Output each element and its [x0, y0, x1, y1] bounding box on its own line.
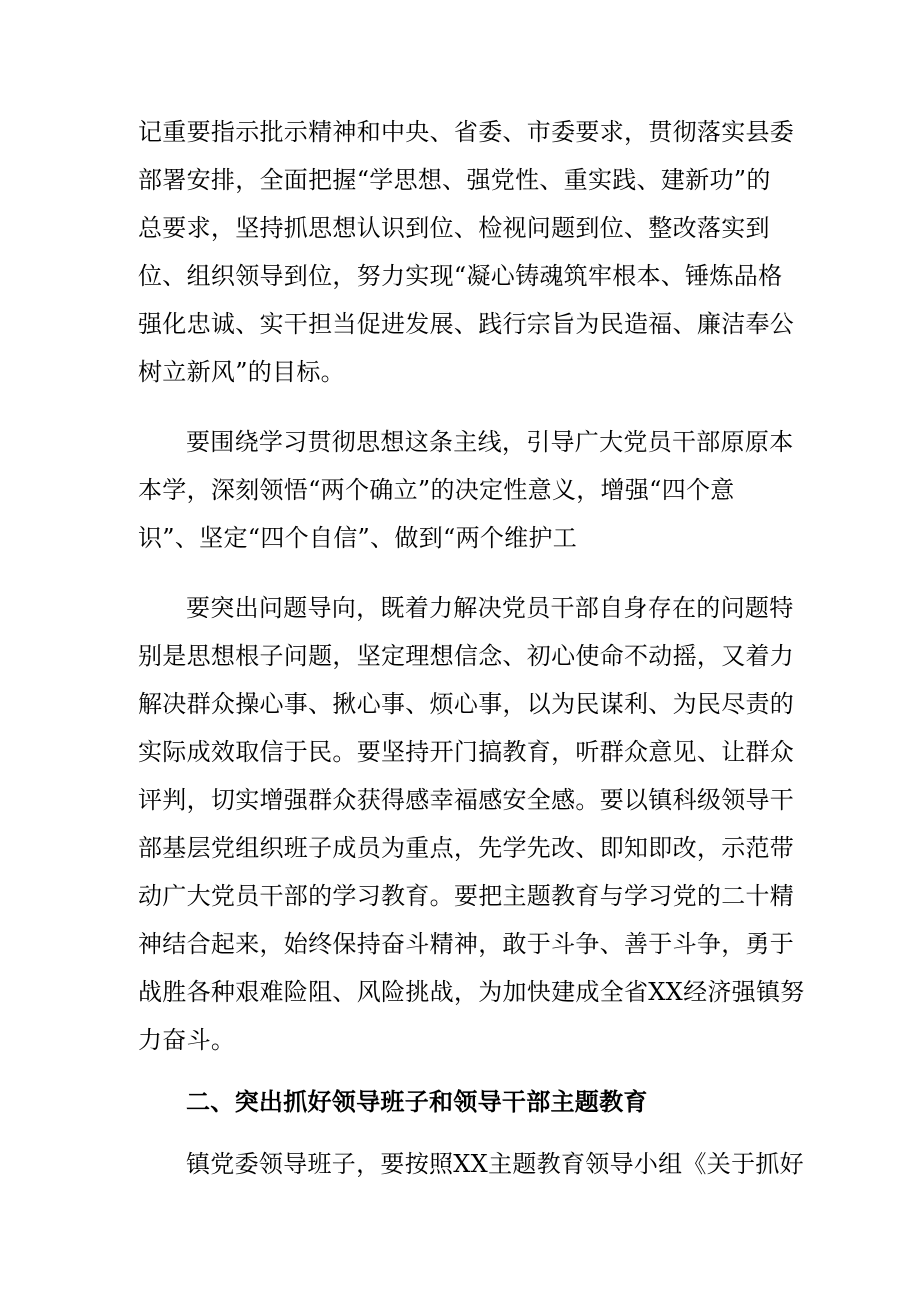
- paragraph-4-line-1: 镇党委领导班子，要按照XX主题教育领导小组《关于抓好: [186, 1150, 804, 1178]
- paragraph-3-line-4: 实际成效取信于民。要坚持开门搞教育，听群众意见、让群众: [138, 738, 795, 766]
- paragraph-3-line-6: 部基层党组织班子成员为重点，先学先改、即知即改，示范带: [138, 834, 795, 862]
- section-heading-2: 二、突出抓好领导班子和领导干部主题教育: [186, 1087, 648, 1116]
- paragraph-1-line-5: 强化忠诚、实干担当促进发展、践行宗旨为民造福、廉洁奉公: [138, 310, 795, 338]
- paragraph-3-line-5: 评判，切实增强群众获得感幸福感安全感。要以镇科级领导干: [138, 786, 795, 814]
- paragraph-1-line-2: 部署安排，全面把握“学思想、强党性、重实践、建新功”的: [138, 166, 771, 194]
- paragraph-3-line-8: 神结合起来，始终保持奋斗精神，敢于斗争、善于斗争，勇于: [138, 930, 795, 958]
- paragraph-2-line-1: 要围绕学习贯彻思想这条主线，引导广大党员干部原原本: [186, 428, 794, 456]
- paragraph-2-line-2: 本学，深刻领悟“两个确立”的决定性意义，增强“四个意: [138, 476, 735, 504]
- paragraph-3-line-9: 战胜各种艰难险阻、风险挑战，为加快建成全省XX经济强镇努: [138, 978, 805, 1006]
- paragraph-1-line-1: 记重要指示批示精神和中央、省委、市委要求，贯彻落实县委: [138, 118, 795, 146]
- paragraph-2-line-3: 识”、坚定“四个自信”、做到“两个维护工: [138, 524, 578, 552]
- paragraph-3-line-7: 动广大党员干部的学习教育。要把主题教育与学习党的二十精: [138, 882, 795, 910]
- paragraph-3-line-1: 要突出问题导向，既着力解决党员干部自身存在的问题特: [186, 594, 794, 622]
- paragraph-1-line-4: 位、组织领导到位，努力实现“凝心铸魂筑牢根本、锤炼品格: [138, 262, 783, 290]
- paragraph-1-line-6: 树立新风”的目标。: [138, 358, 345, 386]
- paragraph-3-line-3: 解决群众操心事、揪心事、烦心事，以为民谋利、为民尽责的: [138, 690, 795, 718]
- paragraph-3-line-2: 别是思想根子问题，坚定理想信念、初心使命不动摇，又着力: [138, 642, 795, 670]
- paragraph-3-line-10: 力奋斗。: [138, 1026, 236, 1054]
- paragraph-1-line-3: 总要求，坚持抓思想认识到位、检视问题到位、整改落实到: [138, 214, 770, 242]
